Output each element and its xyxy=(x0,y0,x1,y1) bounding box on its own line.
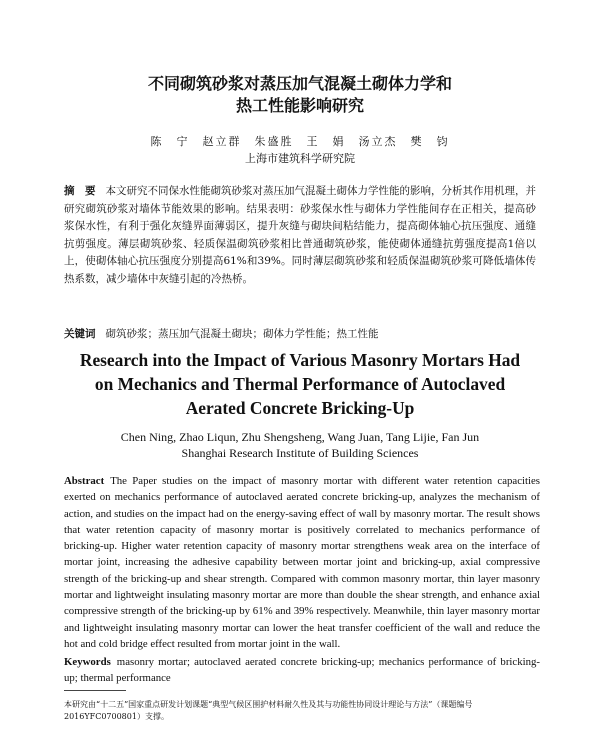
chinese-keywords-label: 关键词 xyxy=(64,328,96,340)
footnote-divider xyxy=(64,690,126,691)
english-title-line-2: on Mechanics and Thermal Performance of Autoclaved xyxy=(94,374,506,394)
english-title xyxy=(40,348,560,420)
english-abstract-label: Abstract xyxy=(64,475,105,487)
english-affiliation: Shanghai Research Institute of Building Sciences xyxy=(181,446,419,460)
chinese-keywords xyxy=(64,326,536,342)
english-keywords-label: Keywords xyxy=(64,656,111,668)
chinese-abstract xyxy=(64,183,536,289)
english-title-line-1: Research into the Impact of Various Masonry Mortars Had xyxy=(79,350,521,370)
english-authors: Chen Ning, Zhao Liqun, Zhu Shengsheng, Wang Juan, Tang Lijie, Fan Jun xyxy=(120,430,480,444)
chinese-title xyxy=(60,73,540,117)
english-keywords xyxy=(64,654,540,686)
funding-footnote: 本研究由“十二五”国家重点研发计划课题“典型气候区围护材料耐久性及其与功能性协同设计理论与方法”（课题编号2016YFC0700801）支撑。 xyxy=(64,700,473,721)
english-title-line-3: Aerated Concrete Bricking-Up xyxy=(185,398,415,418)
chinese-authors: 陈 宁 赵立群 朱盛胜 王 娟 汤立杰 樊 钧 xyxy=(150,135,450,148)
chinese-title-line-1: 不同砌筑砂浆对蒸压加气混凝土砌体力学和 xyxy=(147,74,452,93)
chinese-keywords-text: 砌筑砂浆；蒸压加气混凝土砌块；砌体力学性能；热工性能 xyxy=(105,328,379,340)
chinese-abstract-text: 本文研究不同保水性能砌筑砂浆对蒸压加气混凝土砌体力学性能的影响，分析其作用机理，并研究砌筑砂浆对墙体节能效果的影响。结果表明：砂浆保水性与砌体力学性能间存在正相关，提高砂浆保水性，有利于强化灰缝界面薄弱区，提升灰缝与砌块间粘结能力，提高砌体轴心抗压强度、通缝抗剪强度。薄层砌筑砂浆、轻质保温砌筑砂浆相比普通砌筑砂浆，能使砌体通缝抗剪强度提高1倍以上，使砌体轴心抗压强度分别提高61%和39%。同时薄层砌筑砂浆和轻质保温砌筑砂浆可降低墙体传热系数，减少墙体中灰缝引起的冷热桥。 xyxy=(64,185,536,285)
chinese-affiliation: 上海市建筑科学研究院 xyxy=(245,152,355,165)
english-abstract-text: The Paper studies on the impact of masonry mortar with different water retention capacities exerted on mechanics performance of autoclaved aerated concrete bricking-up, analyzes the mechanism of action, and studies on the impact had on the energy-saving effect of wall by masonry mortar. The result shows that water retention capacity of masonry mortar is positively correlated to mechanics performance of bricking-up. Higher water retention capacity of masonry mortar strengthens weak area on the interface of mortar joint, increasing the adhesive capability between mortar joint and bricking-up, axial compressive strength of the bricking-up and shear strength. Compared with common masonry mortar, thin layer masonry mortar and lightweight insulating masonry mortar are more than double the shear strength, and enhance axial compressive strength of the bricking-up by 61% and 39% respectively. Meanwhile, thin layer masonry mortar and lightweight insulating masonry mortar can lower the heat transfer coefficient of the wall and reduce the hot and cold bridge effect resulted from mortar joint in the wall. xyxy=(64,475,540,650)
chinese-title-line-2: 热工性能影响研究 xyxy=(235,96,364,115)
english-keywords-text: masonry mortar; autoclaved aerated concrete bricking-up; mechanics performance of bricking-up; thermal performance xyxy=(64,656,540,684)
chinese-abstract-label: 摘 要 xyxy=(64,185,96,197)
english-abstract xyxy=(64,473,540,652)
